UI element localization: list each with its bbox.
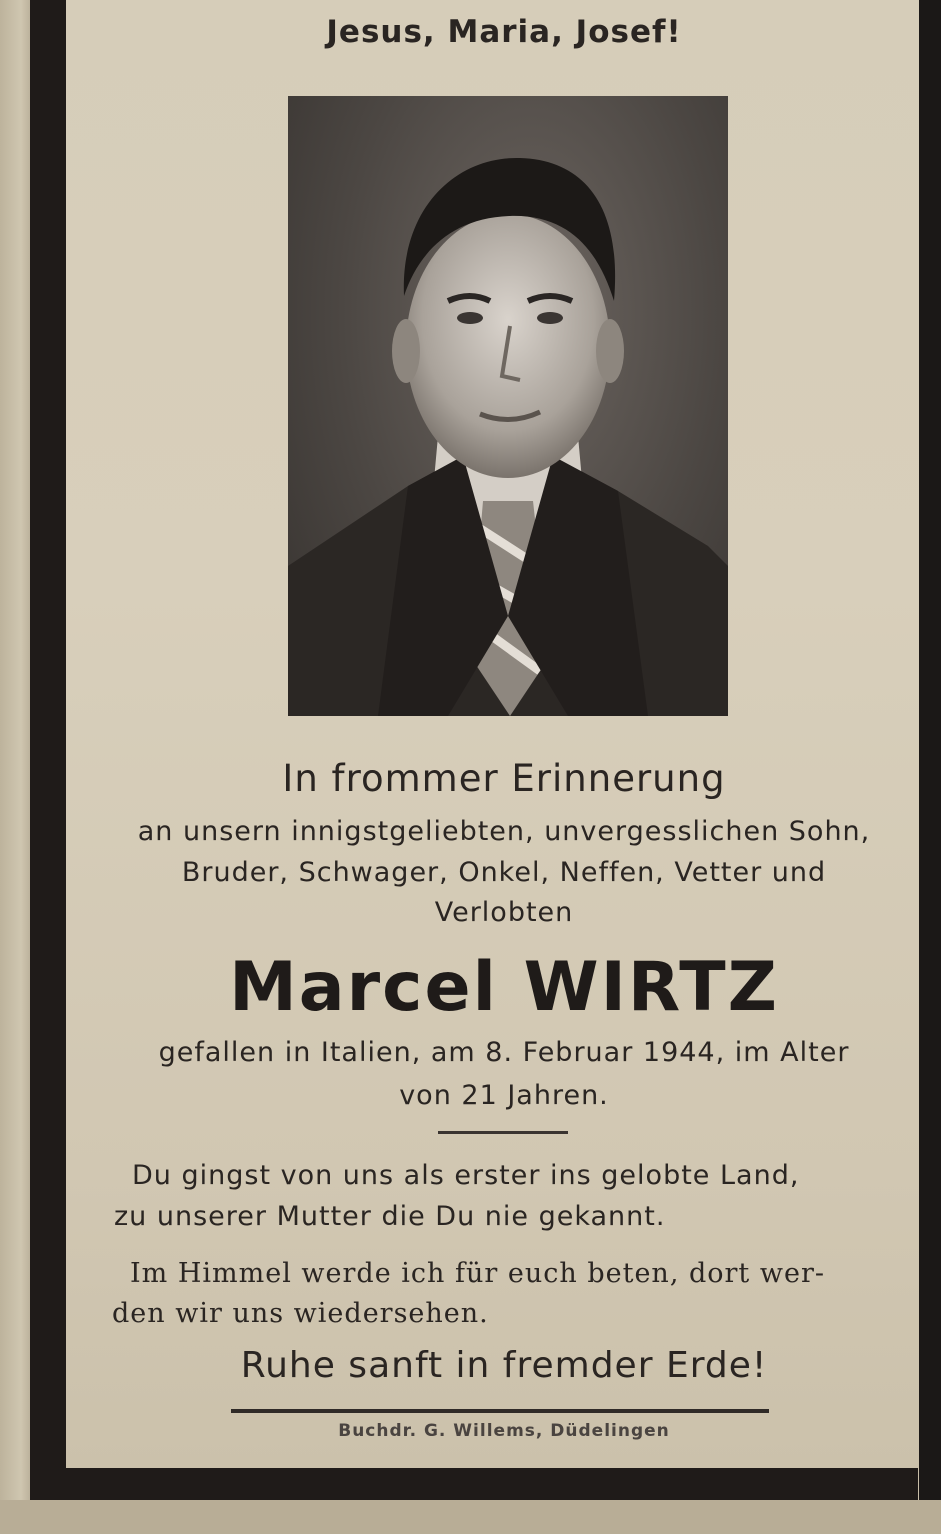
relation-line-1: an unsern innigstgeliebten, unvergesslichen Sohn, [137, 816, 871, 847]
invocation-heading: Jesus, Maria, Josef! [326, 14, 682, 50]
adjacent-page-edge [0, 0, 30, 1534]
long-divider [231, 1409, 769, 1413]
verse-line-4: den wir uns wiedersehen. [112, 1298, 489, 1329]
right-border-edge [919, 0, 941, 1534]
deceased-name: Marcel WIRTZ [229, 948, 779, 1027]
relation-line-3: Verlobten [434, 897, 574, 928]
portrait-illustration [288, 96, 728, 716]
memoriam-heading: In frommer Erinnerung [282, 757, 726, 800]
relation-line-2: Bruder, Schwager, Onkel, Neffen, Vetter und [181, 857, 827, 888]
death-details-line-2: von 21 Jahren. [399, 1080, 609, 1111]
verse-line-2: zu unserer Mutter die Du nie gekannt. [114, 1201, 666, 1232]
short-divider [438, 1131, 568, 1134]
memorial-card [66, 0, 941, 1468]
memorial-card-border [30, 0, 918, 1500]
verse-line-1: Du gingst von uns als erster ins gelobte Land, [132, 1160, 800, 1191]
printer-credit: Buchdr. G. Willems, Düdelingen [338, 1421, 670, 1441]
closing-line: Ruhe sanft in fremder Erde! [240, 1345, 768, 1386]
bottom-surface [0, 1500, 941, 1534]
portrait-photo [288, 96, 728, 716]
verse-line-3: Im Himmel werde ich für euch beten, dort wer- [130, 1258, 825, 1289]
death-details-line-1: gefallen in Italien, am 8. Februar 1944, im Alter [158, 1037, 850, 1068]
